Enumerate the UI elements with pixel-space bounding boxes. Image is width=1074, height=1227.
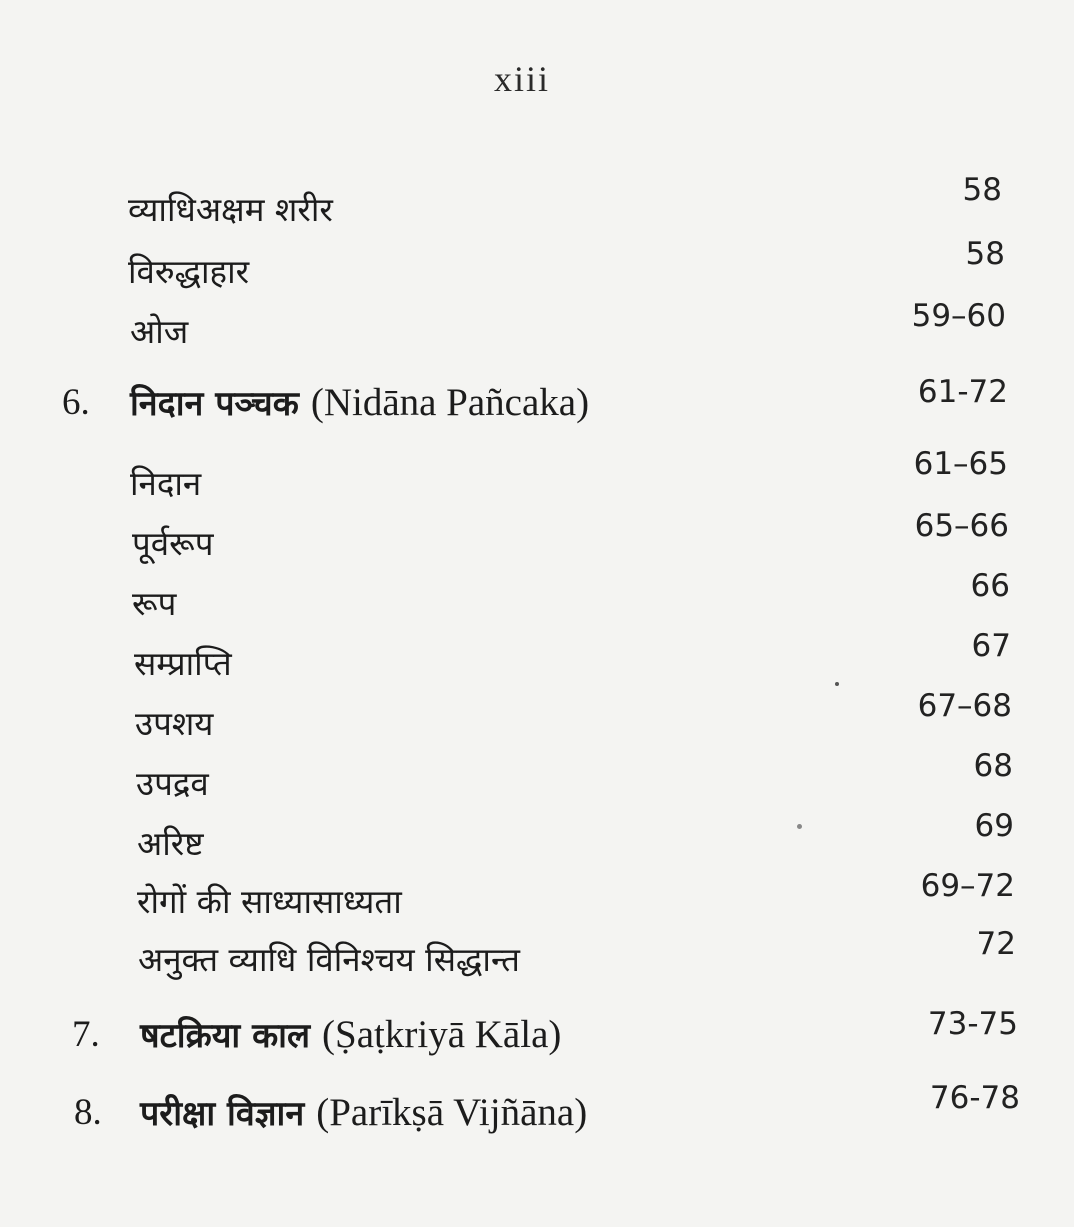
- chapter-number: 6.: [62, 381, 90, 423]
- toc-entry-label: रूप: [132, 583, 177, 623]
- toc-chapter-6: [62, 374, 842, 430]
- toc-entry-label: अरिष्ट: [137, 823, 204, 863]
- page-number: xiii: [493, 59, 550, 99]
- toc-entry-pages: 67: [971, 628, 1011, 664]
- toc-entry-pages: 58: [962, 172, 1002, 208]
- chapter-number: 8.: [74, 1091, 102, 1133]
- scan-speck: [797, 824, 802, 829]
- toc-entry-pages: 68: [973, 748, 1013, 784]
- toc-entry-label: विरुद्धाहार: [128, 251, 250, 291]
- toc-entry-pages: 69–72: [920, 868, 1015, 904]
- toc-entry-pages: 61–65: [913, 446, 1008, 482]
- toc-entry-pages: 69: [974, 808, 1014, 844]
- scan-speck: [835, 682, 839, 686]
- chapter-number: 7.: [72, 1013, 100, 1055]
- toc-chapter-pages: 61-72: [917, 374, 1008, 410]
- chapter-title-hindi: षटक्रिया काल: [140, 1016, 311, 1056]
- toc-chapter-pages: 73-75: [927, 1006, 1018, 1042]
- toc-entry-pages: 59–60: [911, 298, 1006, 334]
- toc-chapter-8: [74, 1084, 854, 1140]
- toc-chapter-pages: 76-78: [929, 1080, 1020, 1116]
- toc-entry-label: रोगों की साध्यासाध्यता: [137, 881, 402, 921]
- toc-entry-label: ओज: [130, 311, 189, 351]
- toc-entry-label: सम्प्राप्ति: [134, 643, 232, 683]
- chapter-title-english: (Nidāna Pañcaka): [310, 381, 590, 424]
- toc-chapter-7: [72, 1006, 852, 1062]
- toc-entry-label: व्याधिअक्षम शरीर: [128, 189, 333, 229]
- toc-entry-pages: 72: [976, 926, 1016, 962]
- toc-entry-label: पूर्वरूप: [132, 523, 214, 563]
- chapter-title-english: (Ṣaṭkriyā Kāla): [322, 1013, 562, 1056]
- toc-entry-label: उपद्रव: [136, 763, 209, 803]
- toc-entry-pages: 58: [965, 236, 1005, 272]
- toc-entry-pages: 67–68: [917, 688, 1012, 724]
- chapter-title-english: (Parīkṣā Vijñāna): [316, 1091, 588, 1134]
- toc-entry-label: निदान: [130, 463, 202, 503]
- toc-entry-pages: 66: [970, 568, 1010, 604]
- toc-entry-label: उपशय: [135, 703, 214, 743]
- chapter-title-hindi: निदान पञ्चक: [130, 384, 299, 424]
- chapter-title-hindi: परीक्षा विज्ञान: [140, 1094, 305, 1134]
- chapter-title: [140, 1089, 587, 1135]
- chapter-title: [140, 1011, 561, 1057]
- toc-entry-label: अनुक्त व्याधि विनिश्चय सिद्धान्त: [138, 939, 520, 979]
- chapter-title: [130, 379, 589, 425]
- toc-entry-pages: 65–66: [914, 508, 1009, 544]
